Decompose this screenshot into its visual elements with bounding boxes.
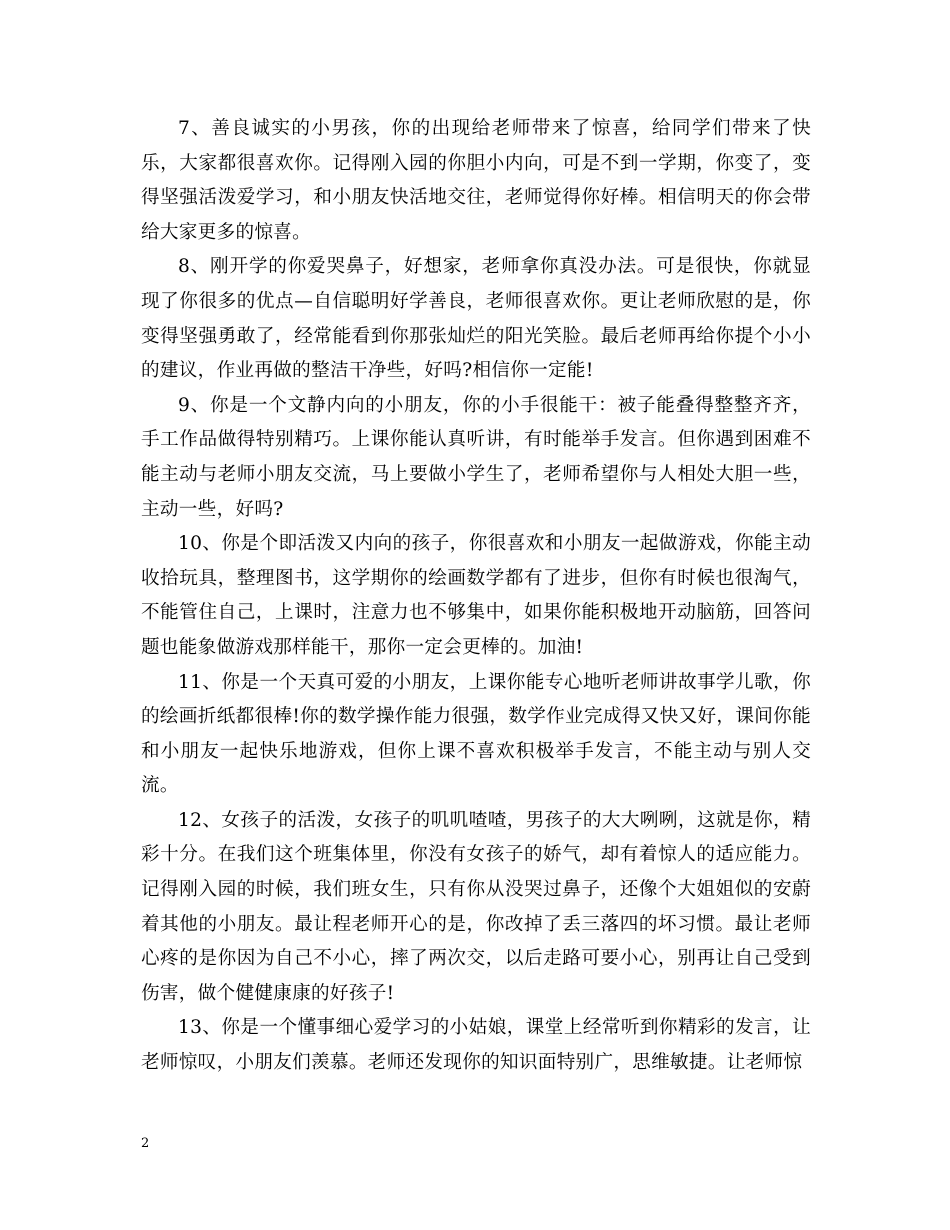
paragraph-13: 13、你是一个懂事细心爱学习的小姑娘，课堂上经常听到你精彩的发言，让老师惊叹，小朋友们羡慕。老师还发现你的知识面特别广，思维敏捷。让老师惊 (141, 1017, 811, 1074)
paragraph-12: 12、女孩子的活泼，女孩子的叽叽喳喳，男孩子的大大咧咧，这就是你，精彩十分。在我们这个班集体里，你没有女孩子的娇气，却有着惊人的适应能力。记得刚入园的时候，我们班女生，只有你从没哭过鼻子，还像个大姐姐似的安蔚着其他的小朋友。最让程老师开心的是，你改掉了丢三落四的坏习惯。最让老师心疼的是你因为自己不小心，摔了两次交，以后走路可要小心，别再让自己受到伤害，做个健健康康的好孩子! (141, 809, 811, 1004)
page-number: 2 (141, 1136, 150, 1151)
paragraph-10: 10、你是个即活泼又内向的孩子，你很喜欢和小朋友一起做游戏，你能主动收拾玩具，整理图书，这学期你的绘画数学都有了进步，但你有时候也很淘气，不能管住自己，上课时，注意力也不够集中，如果你能积极地开动脑筋，回答问题也能象做游戏那样能干，那你一定会更棒的。加油! (141, 533, 811, 658)
paragraph-11: 11、你是一个天真可爱的小朋友，上课你能专心地听老师讲故事学儿歌，你的绘画折纸都很棒!你的数学操作能力很强，数学作业完成得又快又好，课间你能和小朋友一起快乐地游戏，但你上课不喜欢积极举手发言，不能主动与别人交流。 (141, 671, 811, 797)
paragraph-9: 9、你是一个文静内向的小朋友，你的小手很能干：被子能叠得整整齐齐，手工作品做得特别精巧。上课你能认真听讲，有时能举手发言。但你遇到困难不能主动与老师小朋友交流，马上要做小学生了，老师希望你与人相处大胆一些，主动一些，好吗? (141, 394, 811, 520)
paragraph-7: 7、善良诚实的小男孩，你的出现给老师带来了惊喜，给同学们带来了快乐，大家都很喜欢你。记得刚入园的你胆小内向，可是不到一学期，你变了，变得坚强活泼爱学习，和小朋友快活地交往，老师觉得你好棒。相信明天的你会带给大家更多的惊喜。 (141, 118, 811, 243)
paragraph-8: 8、刚开学的你爱哭鼻子，好想家，老师拿你真没办法。可是很快，你就显现了你很多的优点—自信聪明好学善良，老师很喜欢你。更让老师欣慰的是，你变得坚强勇敢了，经常能看到你那张灿烂的阳光笑脸。最后老师再给你提个小小的建议，作业再做的整洁干净些，好吗?相信你一定能! (141, 256, 811, 382)
document-body (141, 112, 811, 1081)
